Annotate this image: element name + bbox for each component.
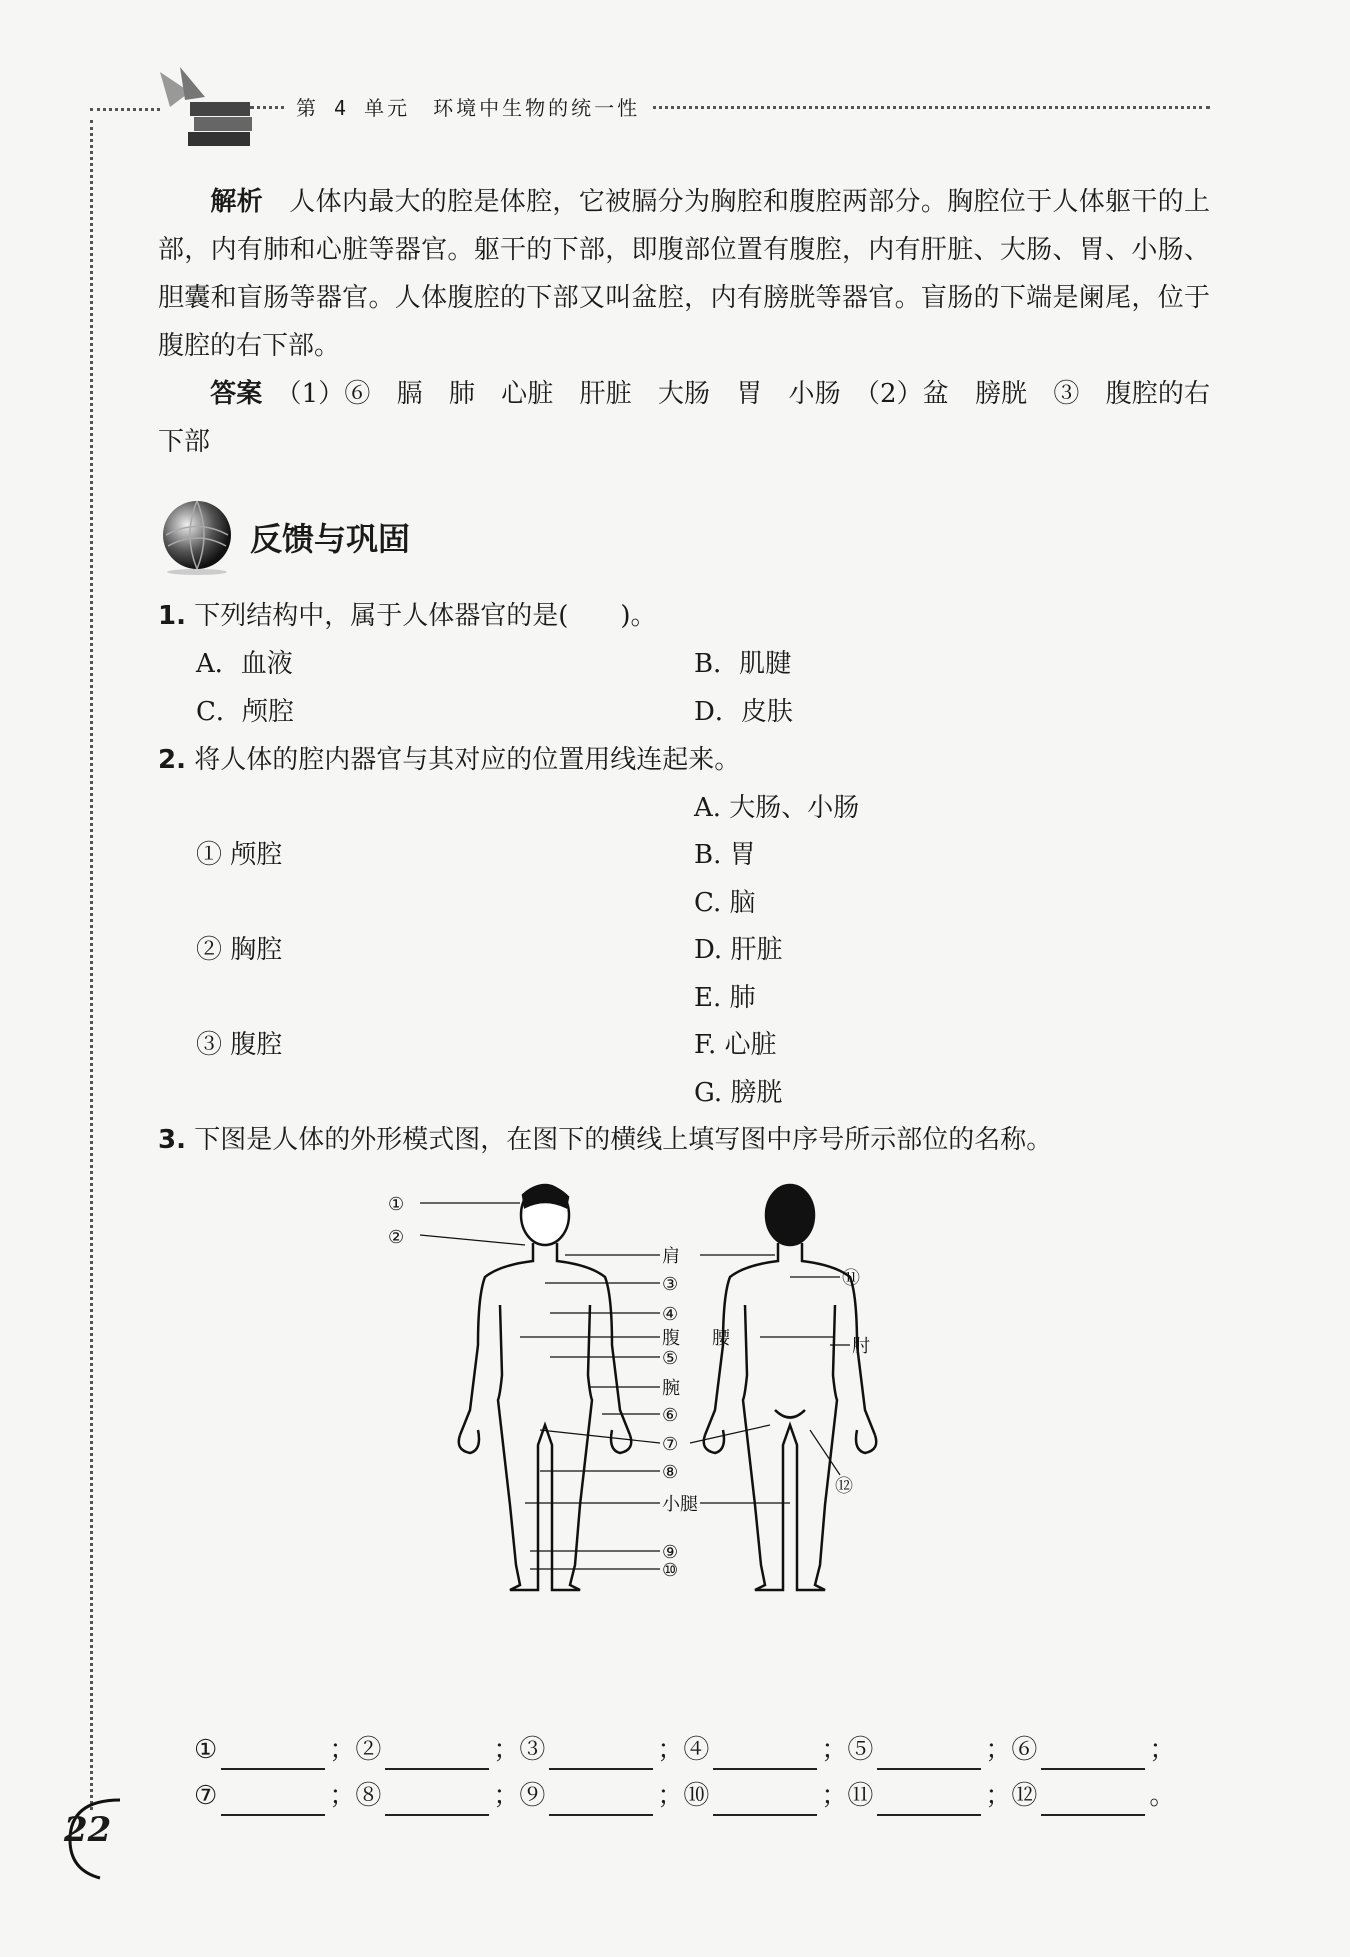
row2-mark-7: ⑦ <box>194 1781 218 1811</box>
q1-option-c: C．颅腔 <box>196 697 294 727</box>
blank-10[interactable] <box>713 1786 817 1816</box>
q3-stem <box>158 1120 1052 1160</box>
blank-9[interactable] <box>549 1786 653 1816</box>
q2-right-d: D. 肝脏 <box>694 935 783 965</box>
row2-mark-10: ；⑩ <box>657 1781 710 1811</box>
blank-3[interactable] <box>549 1740 653 1770</box>
row2-end: 。 <box>1149 1781 1176 1811</box>
label-n12: ⑫ <box>835 1476 853 1497</box>
row1-mark-6: ；⑥ <box>985 1735 1038 1765</box>
human-body-figure <box>388 1185 950 1705</box>
q2-right-f: F. 心脏 <box>694 1030 777 1060</box>
blank-1[interactable] <box>221 1740 325 1770</box>
label-n11: ⑪ <box>842 1268 860 1289</box>
row2-mark-11: ；⑪ <box>821 1781 874 1811</box>
label-n2: ② <box>388 1227 405 1248</box>
row1-mark-5: ；⑤ <box>821 1735 874 1765</box>
header-unit-title: 第 4 单元 环境中生物的统一性 <box>286 92 650 121</box>
q1-text: 下列结构中，属于人体器官的是( )。 <box>194 601 657 631</box>
answer-row-2 <box>194 1776 1175 1816</box>
q1-stem <box>158 596 657 636</box>
row1-mark-4: ；④ <box>657 1735 710 1765</box>
section-title: 反馈与巩固 <box>250 520 411 558</box>
row2-mark-8: ；⑧ <box>329 1781 382 1811</box>
q2-right-g: G. 膀胱 <box>694 1078 783 1108</box>
label-wrist: 腕 <box>662 1378 680 1399</box>
page-number: 22 <box>64 1810 112 1850</box>
analysis-label: 解析 <box>210 187 263 217</box>
blank-5[interactable] <box>877 1740 981 1770</box>
label-n5: ⑤ <box>662 1348 679 1369</box>
blank-7[interactable] <box>221 1786 325 1816</box>
label-shoulder: 肩 <box>662 1246 680 1267</box>
analysis-paragraph <box>158 178 1210 370</box>
q2-right-e: E. 肺 <box>694 983 756 1013</box>
label-abdomen: 腹 <box>662 1328 680 1349</box>
label-n10: ⑩ <box>662 1560 679 1581</box>
row1-mark-2: ；② <box>329 1735 382 1765</box>
blank-12[interactable] <box>1041 1786 1145 1816</box>
row1-end: ； <box>1149 1735 1176 1765</box>
label-waist: 腰 <box>712 1328 730 1349</box>
analysis-text: 人体内最大的腔是体腔，它被膈分为胸腔和腹腔两部分。胸腔位于人体躯干的上部，内有肺和心脏等器官。躯干的下部，即腹部位置有腹腔，内有肝脏、大肠、胃、小肠、胆囊和盲肠等器官。人体腹腔的下部又叫盆腔，内有膀胱等器官。盲肠的下端是阑尾，位于腹腔的右下部。 <box>158 187 1210 361</box>
blank-4[interactable] <box>713 1740 817 1770</box>
answer-label: 答案 <box>210 379 263 409</box>
answer-text: （1）⑥ 膈 肺 心脏 肝脏 大肠 胃 小肠 （2）盆 膀胱 ③ 腹腔的右下部 <box>158 379 1210 457</box>
blank-11[interactable] <box>877 1786 981 1816</box>
leader-lines <box>420 1203 850 1569</box>
q2-text: 将人体的腔内器官与其对应的位置用线连起来。 <box>194 745 741 775</box>
blank-2[interactable] <box>385 1740 489 1770</box>
q2-right-c: C. 脑 <box>694 888 756 918</box>
row2-mark-12: ；⑫ <box>985 1781 1038 1811</box>
q2-right-b: B. 胃 <box>694 840 756 870</box>
q2-stem <box>158 740 740 780</box>
q2-left-2: ② 胸腔 <box>196 935 283 965</box>
q1-option-b: B．肌腱 <box>694 649 792 679</box>
label-shank: 小腿 <box>662 1494 698 1515</box>
row1-mark-1: ① <box>194 1735 218 1765</box>
q1-number: 1. <box>158 601 186 631</box>
q2-left-1: ① 颅腔 <box>196 840 283 870</box>
q1-option-a: A．血液 <box>196 649 293 679</box>
label-n3: ③ <box>662 1274 679 1295</box>
row2-mark-9: ；⑨ <box>493 1781 546 1811</box>
q3-number: 3. <box>158 1125 186 1155</box>
q2-left-3: ③ 腹腔 <box>196 1030 283 1060</box>
label-n8: ⑧ <box>662 1462 679 1483</box>
label-elbow: 肘 <box>852 1336 870 1357</box>
label-n4: ④ <box>662 1304 679 1325</box>
row1-mark-3: ；③ <box>493 1735 546 1765</box>
q3-text: 下图是人体的外形模式图，在图下的横线上填写图中序号所示部位的名称。 <box>194 1125 1053 1155</box>
back-body-outline <box>704 1185 877 1590</box>
answer-row-1 <box>194 1730 1175 1770</box>
section-globe-icon <box>158 498 236 576</box>
answer-paragraph <box>158 370 1210 466</box>
blank-6[interactable] <box>1041 1740 1145 1770</box>
q2-number: 2. <box>158 745 186 775</box>
q1-option-d: D．皮肤 <box>694 697 793 727</box>
label-n9: ⑨ <box>662 1542 679 1563</box>
label-n6: ⑥ <box>662 1405 679 1426</box>
header-book-logo-icon <box>150 62 260 152</box>
blank-8[interactable] <box>385 1786 489 1816</box>
q2-right-a: A. 大肠、小肠 <box>694 793 860 823</box>
margin-dotted-line <box>90 120 93 1810</box>
label-n7: ⑦ <box>662 1434 679 1455</box>
label-n1: ① <box>388 1194 405 1215</box>
